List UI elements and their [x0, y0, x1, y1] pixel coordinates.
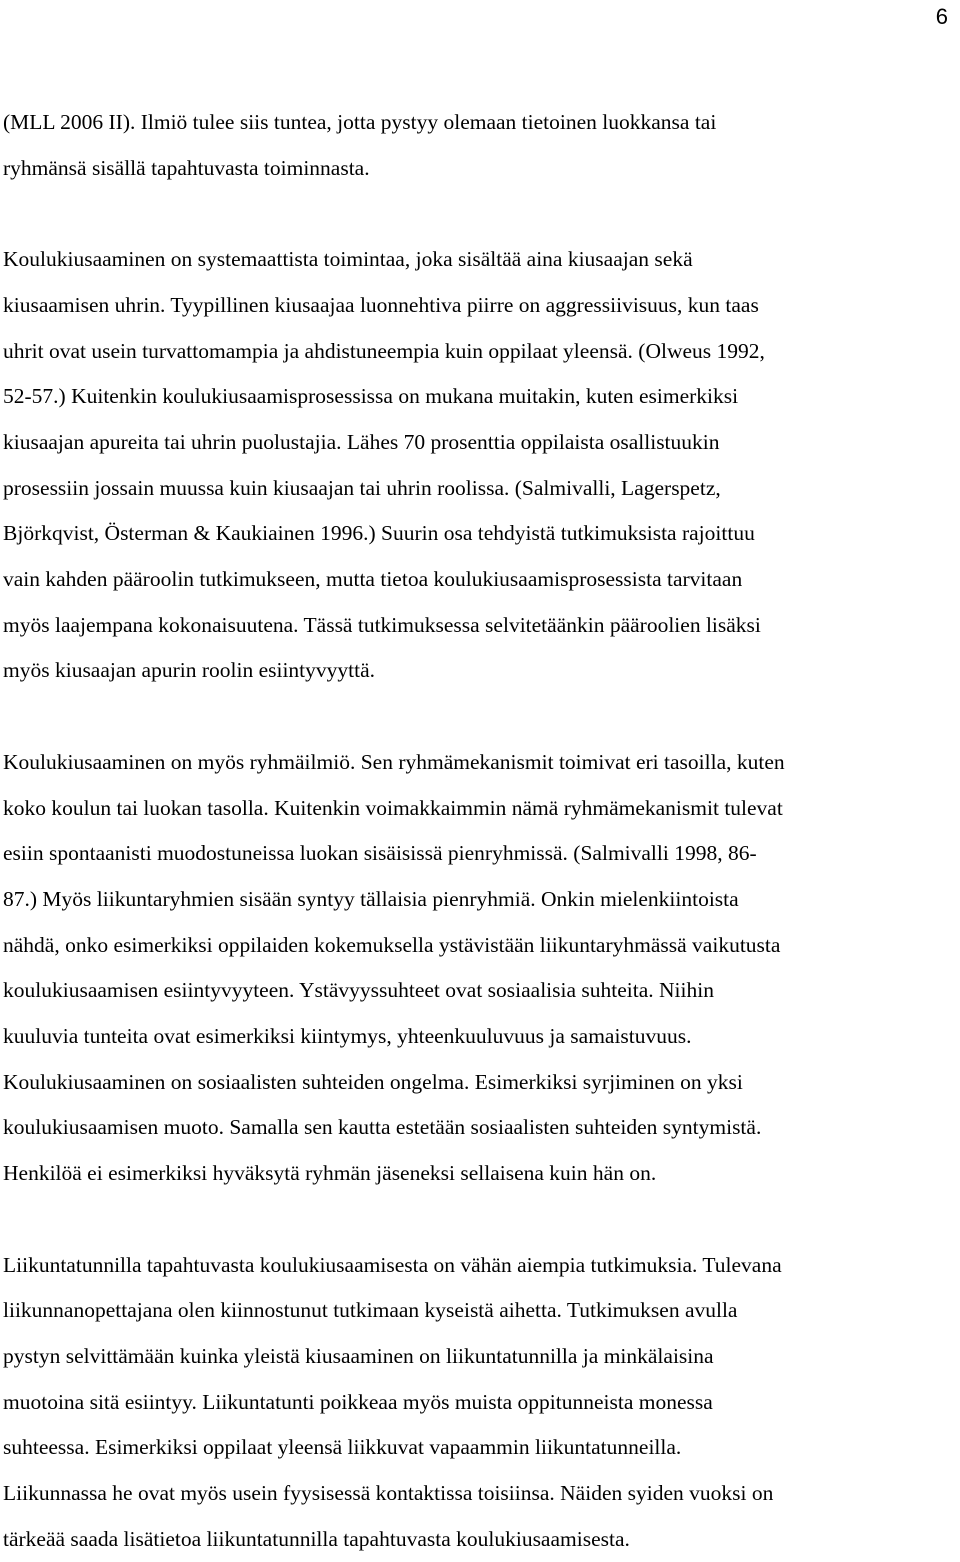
text-line: esiin spontaanisti muodostuneissa luokan sisäisissä pienryhmissä. (Salmivalli 1998, 86- — [3, 841, 757, 866]
text-line: kiusaajan apureita tai uhrin puolustajia. Lähes 70 prosenttia oppilaista osallistuukin — [3, 429, 720, 454]
text-line: Koulukiusaaminen on myös ryhmäilmiö. Sen ryhmämekanismit toimivat eri tasoilla, kuten — [3, 749, 785, 774]
text-line: 52-57.) Kuitenkin koulukiusaamisprosessissa on mukana muitakin, kuten esimerkiksi — [3, 384, 739, 409]
text-line: suhteessa. Esimerkiksi oppilaat yleensä liikkuvat vapaammin liikuntatunneilla. — [3, 1435, 682, 1460]
text-line: koulukiusaamisen esiintyvyyteen. Ystävyyssuhteet ovat sosiaalisia suhteita. Niihin — [3, 978, 714, 1003]
text-line: prosessiin jossain muussa kuin kiusaajan tai uhrin roolissa. (Salmivalli, Lagerspetz, — [3, 475, 721, 500]
text-line: koko koulun tai luokan tasolla. Kuitenkin voimakkaimmin nämä ryhmämekanismit tulevat — [3, 795, 783, 820]
text-line: Koulukiusaaminen on sosiaalisten suhteiden ongelma. Esimerkiksi syrjiminen on yksi — [3, 1069, 743, 1094]
paragraph-4 — [3, 1243, 959, 1562]
text-line: Liikunnassa he ovat myös usein fyysisessä kontaktissa toisiinsa. Näiden syiden vuoksi on — [3, 1481, 774, 1506]
text-line: Henkilöä ei esimerkiksi hyväksytä ryhmän jäseneksi sellaisena kuin hän on. — [3, 1161, 657, 1186]
text-line: 87.) Myös liikuntaryhmien sisään syntyy tällaisia pienryhmiä. Onkin mielenkiintoista — [3, 886, 739, 911]
text-line: Liikuntatunnilla tapahtuvasta koulukiusaamisesta on vähän aiempia tutkimuksia. Tulevana — [3, 1252, 782, 1277]
text-line: (MLL 2006 II). Ilmiö tulee siis tuntea, jotta pystyy olemaan tietoinen luokkansa tai — [3, 110, 717, 134]
text-line: tärkeää saada lisätietoa liikuntatunnilla tapahtuvasta koulukiusaamisesta. — [3, 1526, 630, 1551]
paragraph-1 — [3, 100, 959, 191]
body-text — [3, 100, 959, 1562]
paragraph-2 — [3, 237, 959, 694]
text-line: liikunnanopettajana olen kiinnostunut tutkimaan kyseistä aihetta. Tutkimuksen avulla — [3, 1298, 738, 1323]
text-line: muotoina sitä esiintyy. Liikuntatunti poikkeaa myös muista oppitunneista monessa — [3, 1389, 713, 1414]
text-line: koulukiusaamisen muoto. Samalla sen kautta estetään sosiaalisten suhteiden syntymistä. — [3, 1115, 762, 1140]
text-line: myös kiusaajan apurin roolin esiintyvyyttä. — [3, 658, 376, 683]
text-line: myös laajempana kokonaisuutena. Tässä tutkimuksessa selvitetäänkin pääroolien lisäksi — [3, 612, 761, 637]
page-number: 6 — [935, 4, 948, 29]
text-line: vain kahden pääroolin tutkimukseen, mutta tietoa koulukiusaamisprosessista tarvitaan — [3, 567, 743, 592]
text-line: uhrit ovat usein turvattomampia ja ahdistuneempia kuin oppilaat yleensä. (Olweus 1992, — [3, 338, 765, 363]
text-line: Koulukiusaaminen on systemaattista toimintaa, joka sisältää aina kiusaajan sekä — [3, 247, 693, 272]
text-line: ryhmänsä sisällä tapahtuvasta toiminnasta. — [3, 155, 370, 180]
paragraph-3 — [3, 740, 959, 1197]
text-line: kuuluvia tunteita ovat esimerkiksi kiintymys, yhteenkuuluvuus ja samaistuvuus. — [3, 1024, 692, 1049]
text-line: kiusaamisen uhrin. Tyypillinen kiusaajaa luonnehtiva piirre on aggressiivisuus, kun taas — [3, 292, 759, 317]
text-line: Björkqvist, Österman & Kaukiainen 1996.) Suurin osa tehdyistä tutkimuksista rajoittuu — [3, 521, 755, 546]
text-line: nähdä, onko esimerkiksi oppilaiden kokemuksella ystävistään liikuntaryhmässä vaikutusta — [3, 932, 781, 957]
text-line: pystyn selvittämään kuinka yleistä kiusaaminen on liikuntatunnilla ja minkälaisina — [3, 1343, 714, 1368]
